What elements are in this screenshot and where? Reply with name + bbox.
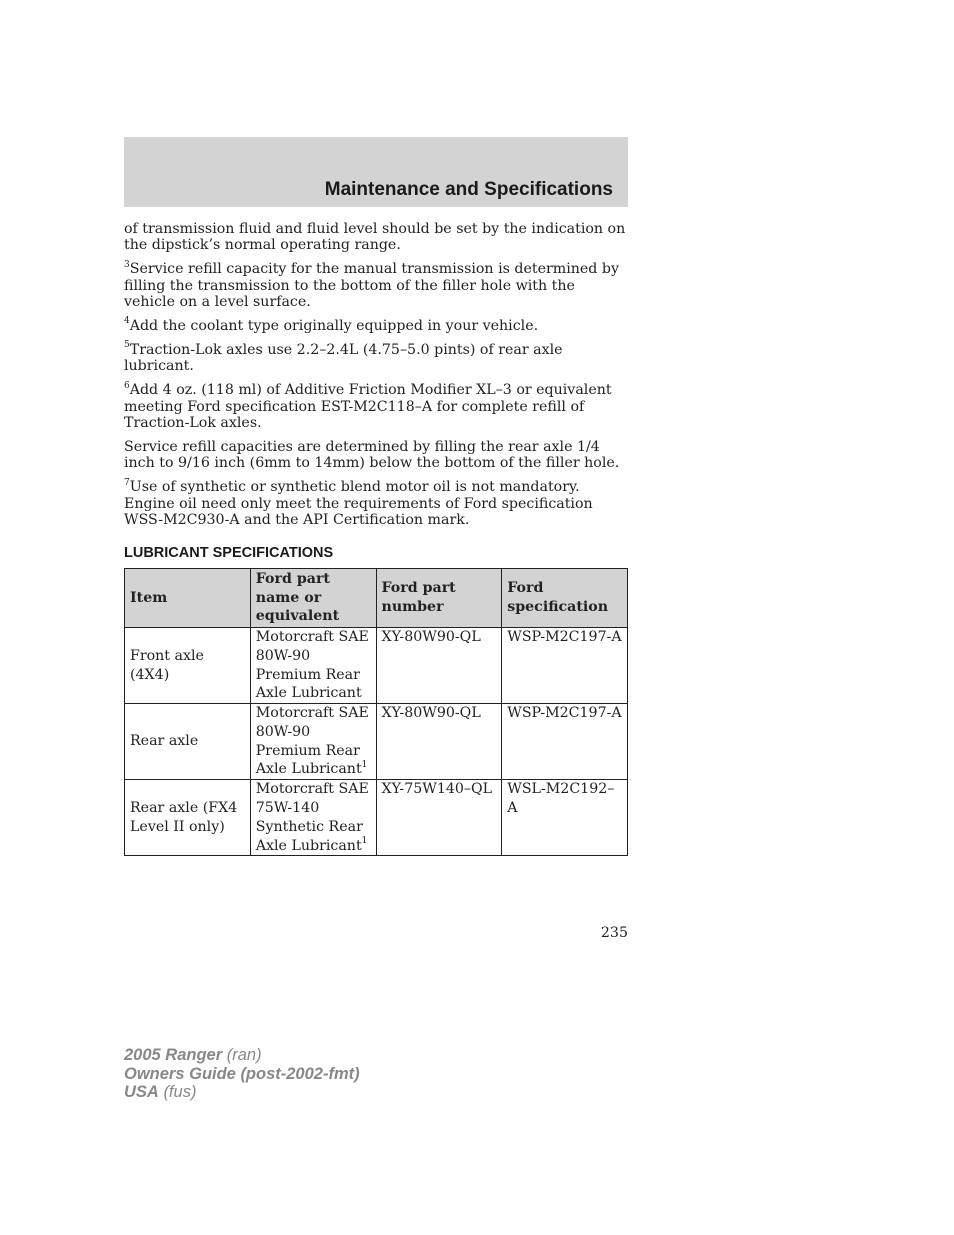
page-content: [124, 221, 628, 856]
footer-line-guide: Owners Guide (post-2002-fmt): [124, 1064, 360, 1083]
cell-specification: WSP-M2C197-A: [502, 627, 628, 703]
footnote-6: $^6$Add 4 oz. (118 ml) of Additive Friction Modifier XL–3 or equivalent meeting Ford specification EST-M2C118–A for complete refill of Traction-Lok axles.: [124, 380, 612, 432]
cell-part-name: Motorcraft SAE 80W-90 Premium Rear Axle Lubricant: [250, 627, 376, 703]
column-header-part-name: Ford part name or equivalent: [250, 568, 376, 627]
paragraph-refill-capacities: Service refill capacities are determined by filling the rear axle 1/4 inch to 9/16 inch (6mm to 14mm) below the bottom of the filler hole.: [124, 438, 620, 472]
cell-item: Rear axle: [125, 704, 251, 780]
page-number: 235: [600, 925, 628, 941]
footnote-marker: 1: [361, 835, 368, 846]
lubricant-specifications-table: [124, 568, 628, 857]
document-footer: [124, 1046, 360, 1102]
footer-line-model: 2005 Ranger (ran): [124, 1046, 262, 1064]
section-header-band: [124, 137, 628, 207]
cell-part-name: Motorcraft SAE 80W-90 Premium Rear Axle Lubricant$^1$: [250, 704, 376, 780]
footnote-marker: 7: [124, 477, 130, 488]
cell-part-number: XY-80W90-QL: [376, 627, 502, 703]
column-header-item: Item: [125, 568, 251, 627]
footnote-marker: 1: [361, 759, 368, 770]
footnote-7: $^7$Use of synthetic or synthetic blend motor oil is not mandatory. Engine oil need only meet the requirements of Ford specification WSS-M2C930-A and the API Certification mark.: [124, 477, 593, 529]
footnote-5: $^5$Traction-Lok axles use 2.2–2.4L (4.75–5.0 pints) of rear axle lubricant.: [124, 340, 563, 375]
column-header-part-number: Ford part number: [376, 568, 502, 627]
footnote-marker: 5: [124, 340, 130, 351]
cell-part-number: XY-80W90-QL: [376, 704, 502, 780]
table-header-row: [125, 568, 628, 627]
paragraph-transmission-fluid: of transmission fluid and fluid level should be set by the indication on the dipstick’s normal operating range.: [124, 221, 626, 254]
footnote-marker: 6: [124, 380, 130, 391]
footnote-marker: 3: [124, 259, 130, 270]
footnote-marker: 4: [124, 316, 130, 327]
page-title: Maintenance and Specifications: [324, 179, 613, 200]
cell-specification: WSL-M2C192–A: [502, 780, 628, 856]
footer-line-market: USA (fus): [124, 1083, 197, 1101]
column-header-specification: Ford specification: [502, 568, 628, 627]
cell-part-number: XY-75W140–QL: [376, 780, 502, 856]
footnote-4: $^4$Add the coolant type originally equipped in your vehicle.: [124, 316, 539, 335]
cell-item: Rear axle (FX4 Level II only): [125, 780, 251, 856]
table-row: [125, 780, 628, 856]
section-heading: LUBRICANT SPECIFICATIONS: [124, 544, 334, 561]
footnote-3: $^3$Service refill capacity for the manual transmission is determined by filling the transmission to the bottom of the filler hole with the vehicle on a level surface.: [124, 259, 619, 311]
table-row: [125, 627, 628, 703]
table-row: [125, 704, 628, 780]
cell-item: Front axle (4X4): [125, 627, 251, 703]
cell-specification: WSP-M2C197-A: [502, 704, 628, 780]
cell-part-name: Motorcraft SAE 75W-140 Synthetic Rear Axle Lubricant$^1$: [250, 780, 376, 856]
